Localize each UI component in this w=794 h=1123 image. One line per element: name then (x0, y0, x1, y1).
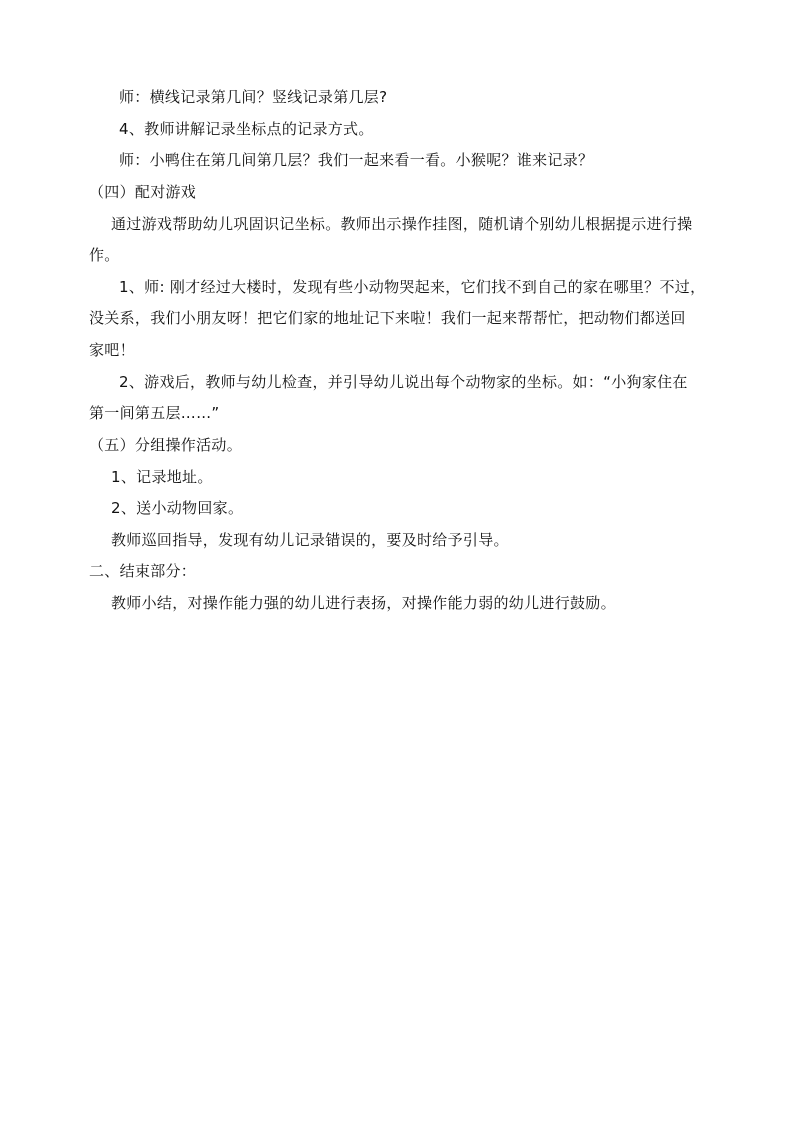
section-heading: （四）配对游戏 (89, 183, 197, 201)
paragraph-line: 2、游戏后，教师与幼儿检查，并引导幼儿说出每个动物家的坐标。如：“小狗家住在 (119, 373, 688, 391)
paragraph-line: 1、师: 刚才经过大楼时，发现有些小动物哭起来，它们找不到自己的家在哪里？不过， (119, 278, 706, 296)
paragraph-line: 作。 (89, 246, 120, 264)
section-heading: （五）分组操作活动。 (89, 436, 243, 454)
paragraph-line: 师：横线记录第几间？竖线记录第几层? (119, 88, 388, 106)
section-heading: 二、结束部分： (89, 562, 197, 580)
paragraph-line: 教师巡回指导，发现有幼儿记录错误的，要及时给予引导。 (111, 531, 509, 549)
paragraph-line: 4、教师讲解记录坐标点的记录方式。 (119, 120, 374, 138)
paragraph-line: 第一间第五层……” (89, 404, 220, 422)
paragraph-line: 通过游戏帮助幼儿巩固识记坐标。教师出示操作挂图，随机请个别幼儿根据提示进行操 (111, 215, 693, 233)
paragraph-line: 师：小鸭住在第几间第几层？我们一起来看一看。小猴呢？谁来记录？ (119, 151, 594, 169)
paragraph-line: 1、记录地址。 (111, 468, 213, 486)
paragraph-line: 没关系，我们小朋友呀！把它们家的地址记下来啦！我们一起来帮帮忙，把动物们都送回 (89, 309, 686, 327)
paragraph-line: 教师小结，对操作能力强的幼儿进行表扬，对操作能力弱的幼儿进行鼓励。 (111, 594, 616, 612)
paragraph-line: 2、送小动物回家。 (111, 499, 244, 517)
paragraph-line: 家吧！ (89, 341, 135, 359)
